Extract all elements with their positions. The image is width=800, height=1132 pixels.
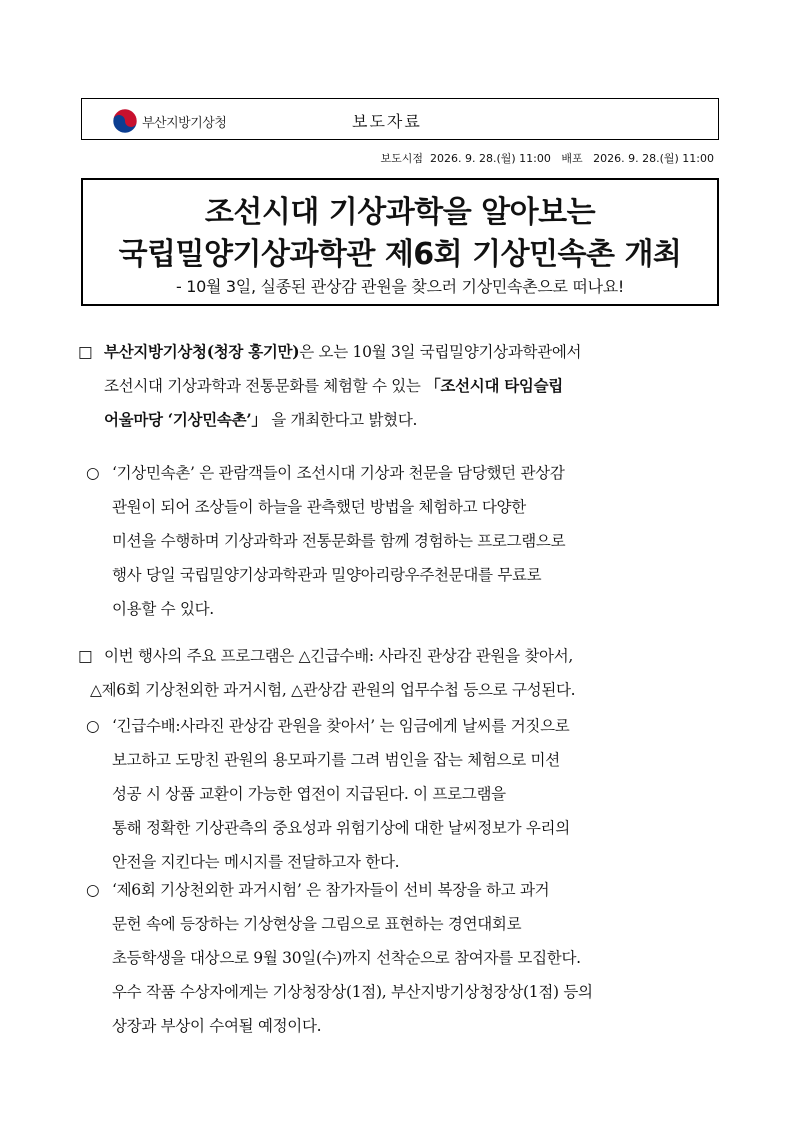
- event-name: 어울마당 ‘기상민속촌’」: [104, 410, 267, 429]
- square-bullet-icon: □: [78, 343, 93, 361]
- doc-type-label: 보도자료: [352, 112, 422, 131]
- section-wanted-line: [86, 709, 570, 743]
- intro-text: 을 개최한다고 밝혔다.: [271, 411, 418, 429]
- taegeuk-emblem-icon: [112, 108, 138, 134]
- paragraph-text: 이용할 수 있다.: [112, 600, 214, 618]
- circle-bullet-icon: ○: [86, 464, 100, 482]
- intro-text: 조선시대 기상과학과 전통문화를 체험할 수 있는: [104, 377, 426, 395]
- org-logo: [112, 108, 226, 134]
- intro-text: 은 오는 10월 3일 국립밀양기상과학관에서: [299, 343, 582, 361]
- paragraph-text: 우수 작품 수상자에게는 기상청장상(1점), 부산지방기상청장상(1점) 등의: [112, 983, 593, 1001]
- release-timing: 보도시점 2026. 9. 28.(월) 11:00 배포 2026. 9. 28.(월) 11:00: [380, 152, 714, 165]
- section-exam-line: [86, 941, 593, 975]
- title-line-1: 조선시대 기상과학을 알아보는: [204, 195, 596, 230]
- paragraph-text: ‘기상민속촌’ 은 관람객들이 조선시대 기상과 천문을 담당했던 관상감: [112, 464, 565, 482]
- section-village-line: [86, 524, 565, 558]
- subtitle: - 10월 3일, 실종된 관상감 관원을 찾으러 기상민속촌으로 떠나요!: [175, 277, 625, 296]
- section-wanted-line: [86, 777, 570, 811]
- section-village-line: [86, 490, 565, 524]
- org-with-chief: 부산지방기상청(청장 홍기만): [104, 342, 300, 361]
- paragraph-text: ‘긴급수배:사라진 관상감 관원을 찾아서’ 는 임금에게 날씨를 거짓으로: [112, 717, 570, 735]
- paragraph-text: 이번 행사의 주요 프로그램은 △긴급수배: 사라진 관상감 관원을 찾아서,: [104, 647, 574, 665]
- paragraph-text: 행사 당일 국립밀양기상과학관과 밀양아리랑우주천문대를 무료로: [112, 566, 542, 584]
- paragraph-text: 보고하고 도망친 관원의 용모파기를 그려 범인을 잡는 체험으로 미션: [112, 751, 560, 769]
- section-exam-line: [86, 975, 593, 1009]
- section-exam-line: [86, 907, 593, 941]
- circle-bullet-icon: ○: [86, 717, 100, 735]
- section-intro-line: [78, 403, 581, 437]
- event-name: 「조선시대 타임슬립: [425, 376, 563, 395]
- section-village-line: [86, 456, 565, 490]
- section-exam-line: [86, 1009, 593, 1043]
- circle-bullet-icon: ○: [86, 881, 100, 899]
- paragraph-text: 상장과 부상이 수여될 예정이다.: [112, 1017, 322, 1035]
- title-line-2: 국립밀양기상과학관 제6회 기상민속촌 개최: [118, 237, 682, 272]
- paragraph-text: 통해 정확한 기상관측의 중요성과 위험기상에 대한 날씨정보가 우리의: [112, 819, 570, 837]
- section-village: [86, 456, 565, 626]
- header-box: [81, 98, 719, 140]
- section-programs: [78, 639, 575, 707]
- paragraph-text: 미션을 수행하며 기상과학과 전통문화를 함께 경험하는 프로그램으로: [112, 532, 566, 550]
- section-programs-line: [78, 673, 575, 707]
- section-wanted-line: [86, 743, 570, 777]
- paragraph-text: 성공 시 상품 교환이 가능한 엽전이 지급된다. 이 프로그램을: [112, 785, 506, 803]
- paragraph-text: 초등학생을 대상으로 9월 30일(수)까지 선착순으로 참여자를 모집한다.: [112, 949, 581, 967]
- org-name: 부산지방기상청: [142, 115, 227, 131]
- section-exam: [86, 873, 593, 1043]
- section-intro-line: [78, 369, 581, 403]
- section-intro: [78, 335, 581, 437]
- section-wanted-line: [86, 811, 570, 845]
- section-programs-line: [78, 639, 575, 673]
- section-exam-line: [86, 873, 593, 907]
- section-intro-line: [78, 335, 581, 369]
- title-box: [81, 178, 719, 306]
- paragraph-text: 관원이 되어 조상들이 하늘을 관측했던 방법을 체험하고 다양한: [112, 498, 526, 516]
- paragraph-text: △제6회 기상천외한 과거시험, △관상감 관원의 업무수첩 등으로 구성된다.: [90, 681, 576, 699]
- section-village-line: [86, 558, 565, 592]
- square-bullet-icon: □: [78, 647, 93, 665]
- section-wanted: [86, 709, 570, 879]
- paragraph-text: ‘제6회 기상천외한 과거시험’ 은 참가자들이 선비 복장을 하고 과거: [112, 881, 550, 899]
- section-village-line: [86, 592, 565, 626]
- paragraph-text: 문헌 속에 등장하는 기상현상을 그림으로 표현하는 경연대회로: [112, 915, 522, 933]
- paragraph-text: 안전을 지킨다는 메시지를 전달하고자 한다.: [112, 853, 400, 871]
